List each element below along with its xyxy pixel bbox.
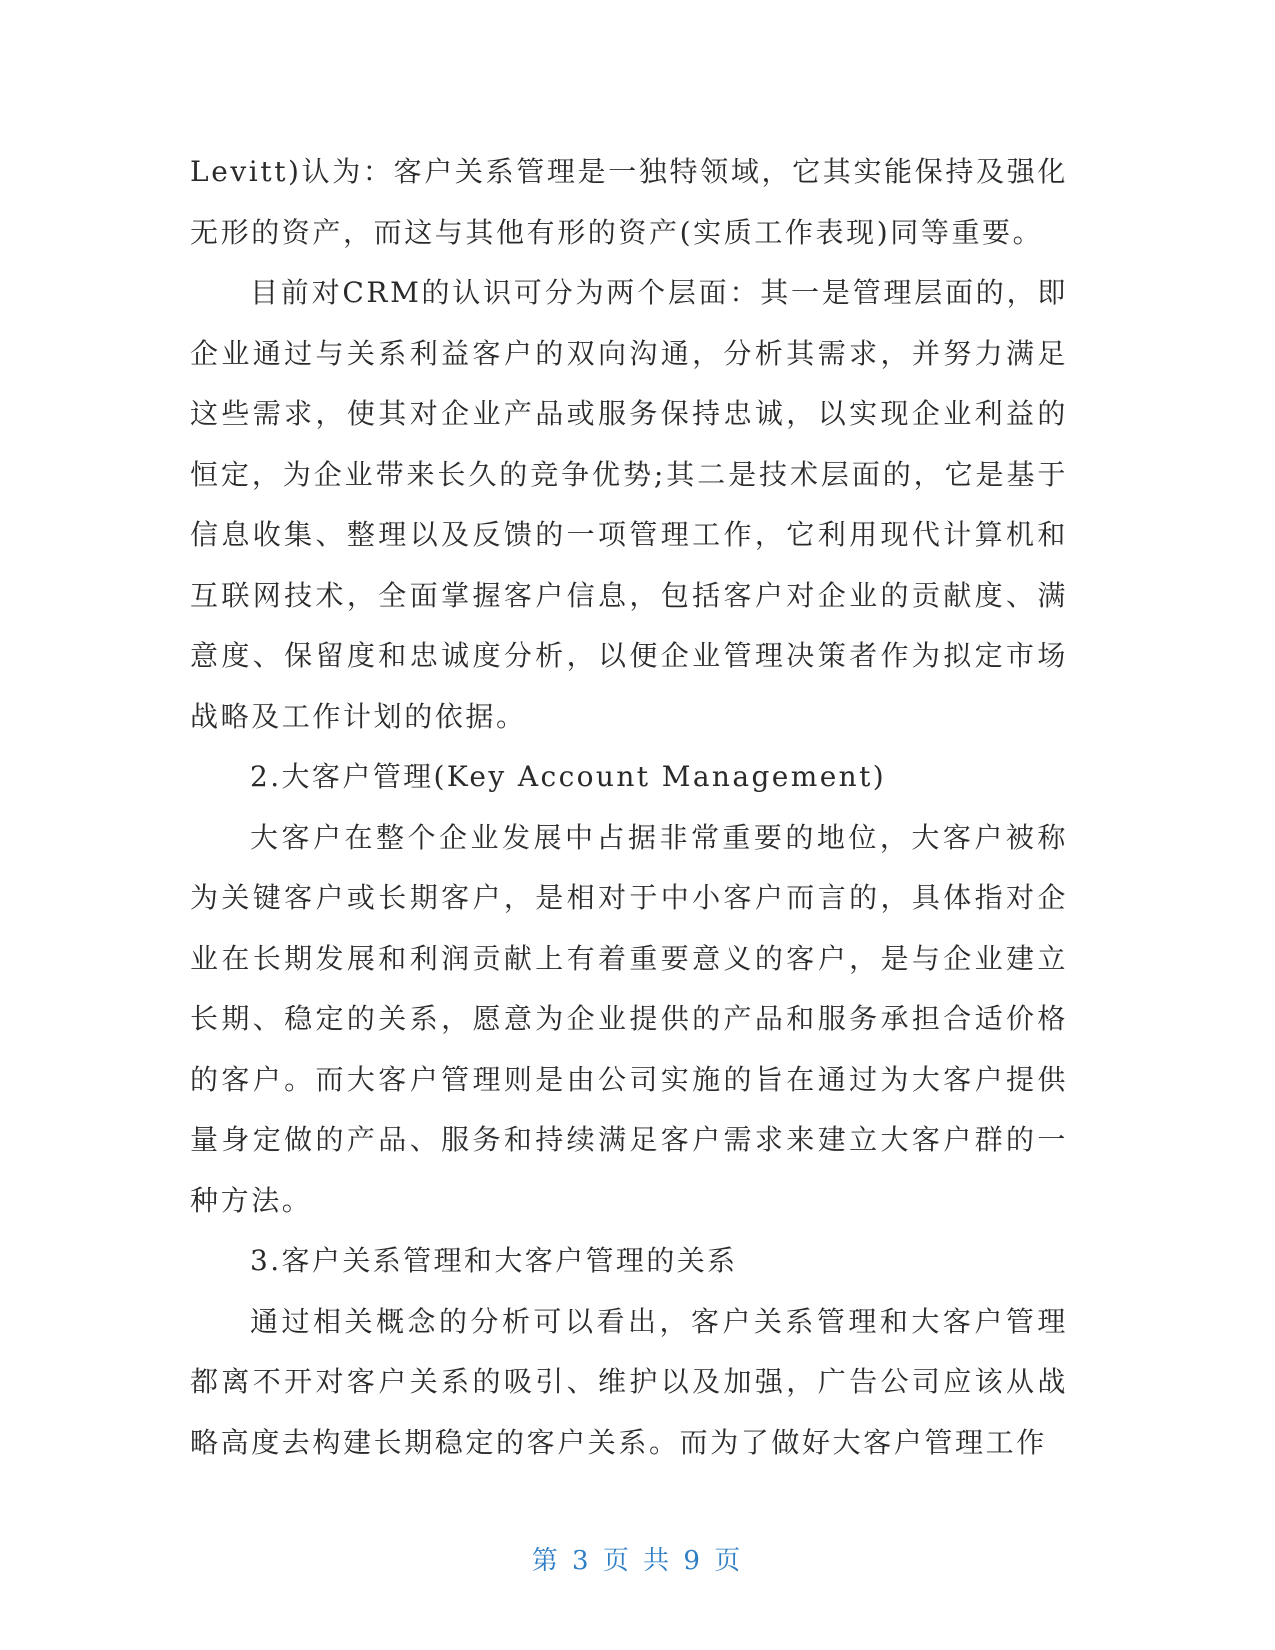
paragraph-key-account-definition: 大客户在整个企业发展中占据非常重要的地位，大客户被称为关键客户或长期客户，是相对于中小客户而言的，具体指对企业在长期发展和利润贡献上有着重要意义的客户，是与企业建立长期、稳定的关系，愿意为企业提供的产品和服务承担合适价格的客户。而大客户管理则是由公司实施的旨在通过为大客户提供量身定做的产品、服务和持续满足客户需求来建立大客户群的一种方法。	[190, 820, 1068, 1217]
page-number-footer: 第 3 页 共 9 页	[531, 1546, 744, 1576]
document-body	[190, 142, 1068, 1473]
paragraph-levitt-quote: Levitt)认为：客户关系管理是一独特领域，它其实能保持及强化无形的资产，而这与其他有形的资产(实质工作表现)同等重要。	[190, 155, 1068, 249]
paragraph-crm-two-levels: 目前对CRM的认识可分为两个层面：其一是管理层面的，即企业通过与关系利益客户的双向沟通，分析其需求，并努力满足这些需求，使其对企业产品或服务保持忠诚，以实现企业利益的恒定，为企业带来长久的竞争优势;其二是技术层面的，它是基于信息收集、整理以及反馈的一项管理工作，它利用现代计算机和互联网技术，全面掌握客户信息，包括客户对企业的贡献度、满意度、保留度和忠诚度分析，以便企业管理决策者作为拟定市场战略及工作计划的依据。	[190, 276, 1068, 733]
section-heading-key-account-management: 2.大客户管理(Key Account Management)	[250, 760, 887, 793]
section-heading-relationship: 3.客户关系管理和大客户管理的关系	[250, 1244, 738, 1277]
paragraph-relationship-analysis: 通过相关概念的分析可以看出，客户关系管理和大客户管理都离不开对客户关系的吸引、维护以及加强，广告公司应该从战略高度去构建长期稳定的客户关系。而为了做好大客户管理工作	[190, 1304, 1068, 1459]
